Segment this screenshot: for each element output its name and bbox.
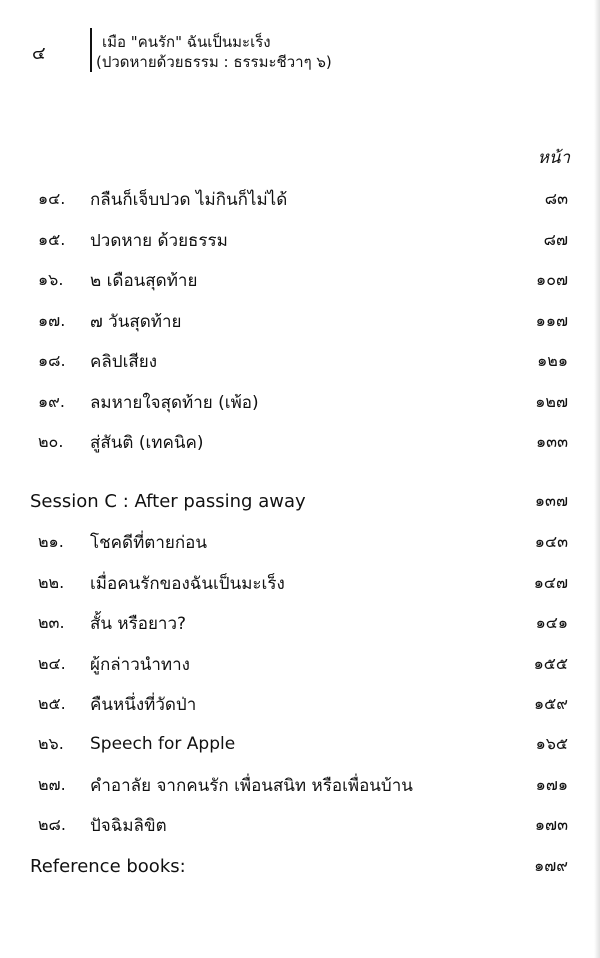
entry-number: ๑๔. <box>38 188 66 208</box>
toc-entry <box>38 308 181 334</box>
entry-number: ๒๑. <box>38 531 64 551</box>
entry-page-number: ๑๒๗ <box>535 392 568 411</box>
entry-page-number: ๑๓๓ <box>535 432 568 451</box>
entry-number: ๒๖. <box>38 733 64 753</box>
entry-number: ๒๓. <box>38 612 65 632</box>
entry-page-number: ๑๐๗ <box>536 270 568 289</box>
entry-title: ปัจฉิมลิขิต <box>90 815 167 836</box>
entry-number: ๑๕. <box>38 229 66 249</box>
entry-title: คืนหนึ่งที่วัดป่า <box>90 694 197 715</box>
toc-entry <box>38 389 259 415</box>
entry-title: เมื่อคนรักของฉันเป็นมะเร็ง <box>90 573 285 594</box>
section-heading <box>30 853 186 879</box>
entry-title: ปวดหาย ด้วยธรรม <box>90 230 228 251</box>
entry-page-number: ๑๑๗ <box>535 311 568 330</box>
entry-title: ลมหายใจสุดท้าย (เพ้อ) <box>90 392 259 413</box>
entry-page-number: ๘๗ <box>543 230 568 249</box>
entry-page-number: ๘๓ <box>544 189 568 208</box>
entry-number: ๑๙. <box>38 391 65 411</box>
entry-page-number: ๑๗๙ <box>534 856 568 875</box>
entry-title: คำอาลัย จากคนรัก เพื่อนสนิท หรือเพื่อนบ้าน <box>90 775 413 796</box>
entry-number: ๑๖. <box>38 269 64 289</box>
toc-entry <box>38 348 157 374</box>
section-heading <box>30 488 306 514</box>
entry-page-number: ๑๒๑ <box>537 351 568 370</box>
entry-page-number: ๑๕๕ <box>533 654 568 673</box>
toc-entry <box>38 651 190 677</box>
entry-title: สั้น หรือยาว? <box>90 613 187 634</box>
page-column-label: หน้า <box>537 148 570 168</box>
entry-page-number: ๑๗๑ <box>535 775 568 794</box>
entry-number: ๒๗. <box>38 774 66 794</box>
entry-page-number: ๑๔๑ <box>535 613 568 632</box>
entry-page-number: ๑๔๓ <box>534 532 568 551</box>
toc-entry <box>38 610 186 636</box>
entry-number: ๒๕. <box>38 693 66 713</box>
toc-entry <box>38 731 235 757</box>
entry-number: ๒๐. <box>38 431 64 451</box>
entry-page-number: ๑๕๙ <box>534 694 568 713</box>
entry-title: ๒ เดือนสุดท้าย <box>90 270 198 291</box>
entry-title: สู่สันติ (เทคนิค) <box>90 432 204 453</box>
entry-title: กลืนก็เจ็บปวด ไม่กินก็ไม่ได้ <box>90 189 288 210</box>
entry-page-number: ๑๗๓ <box>534 815 568 834</box>
section-title: Reference books: <box>30 855 186 877</box>
entry-title: คลิปเสียง <box>90 351 158 372</box>
entry-title: ๗ วันสุดท้าย <box>90 311 182 332</box>
entry-page-number: ๑๓๗ <box>534 491 568 510</box>
header-title: เมือ "คนรัก" ฉันเป็นมะเร็ง <box>102 33 271 51</box>
entry-title: Speech for Apple <box>90 734 236 754</box>
header-divider <box>90 28 92 72</box>
entry-number: ๒๘. <box>38 814 66 834</box>
entry-number: ๒๒. <box>38 572 65 592</box>
header-subtitle: (ปวดหายด้วยธรรม : ธรรมะชีวาๆ ๖) <box>96 53 332 71</box>
header-page-number: ๔ <box>32 43 46 64</box>
entry-title: โชคดีที่ตายก่อน <box>90 532 207 553</box>
entry-title: ผู้กล่าวนำทาง <box>90 654 190 675</box>
toc-entry <box>38 529 207 555</box>
toc-entry <box>38 772 413 798</box>
toc-entry <box>38 186 287 212</box>
toc-entry <box>38 691 196 717</box>
entry-number: ๑๘. <box>38 350 66 370</box>
toc-entry <box>38 267 197 293</box>
entry-number: ๒๔. <box>38 653 66 673</box>
entry-page-number: ๑๖๕ <box>535 734 568 753</box>
toc-entry <box>38 570 285 596</box>
toc-entry <box>38 429 203 455</box>
toc-entry <box>38 812 167 838</box>
entry-number: ๑๗. <box>38 310 66 330</box>
toc-entry <box>38 227 228 253</box>
entry-page-number: ๑๔๗ <box>533 573 568 592</box>
section-title: Session C : After passing away <box>30 490 306 512</box>
